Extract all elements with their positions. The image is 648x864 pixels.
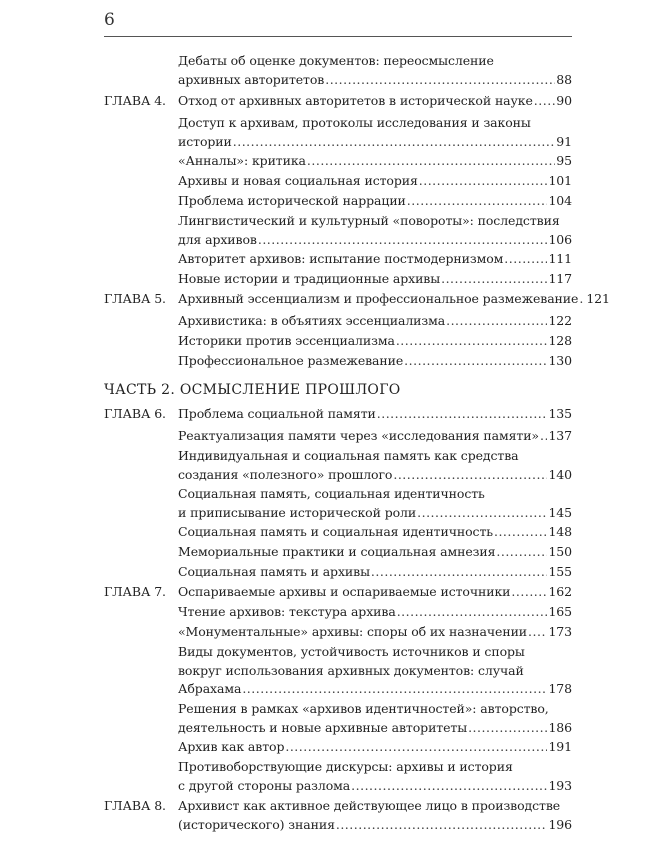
entry-title-line: Социальная память и архивы	[178, 564, 370, 579]
chapter-label: ГЛАВА 6.	[104, 406, 166, 421]
dot-leader	[504, 250, 547, 269]
toc-entry	[178, 758, 572, 795]
entry-title-line: создания «полезного» прошлого	[178, 466, 393, 482]
entry-page-number: 137	[548, 428, 572, 443]
toc-chapter-entry	[104, 290, 610, 309]
dot-leader	[371, 563, 548, 582]
entry-title-line: (исторического) знания	[178, 816, 335, 832]
entry-page-number: 155	[548, 564, 572, 579]
entry-title-line: «Монументальные» архивы: споры об их назначении	[178, 624, 528, 639]
entry-title-line: Виды документов, устойчивость источников и споры	[178, 644, 525, 659]
entry-title-line: Авторитет архивов: испытание постмодернизмом	[178, 251, 504, 266]
dot-leader	[540, 427, 547, 446]
toc-entry	[178, 312, 572, 331]
entry-page-number: 165	[548, 604, 572, 619]
toc-chapter-entry	[104, 797, 572, 834]
entry-page-number: 191	[548, 739, 572, 754]
entry-title-line: Лингвистический и культурный «повороты»: последствия	[178, 213, 560, 228]
entry-title-line: Доступ к архивам, протоколы исследования и законы	[178, 115, 531, 130]
entry-page-number: 91	[556, 133, 572, 149]
toc-chapter-entry	[104, 405, 572, 424]
chapter-label: ГЛАВА 4.	[104, 93, 166, 108]
entry-title-line: Решения в рамках «архивов идентичностей»: авторство,	[178, 701, 549, 716]
entry-title-line: с другой стороны разлома	[178, 777, 351, 793]
chapter-label: ГЛАВА 5.	[104, 291, 166, 306]
toc-entry	[178, 643, 572, 699]
toc-entry	[178, 250, 572, 269]
entry-title-line: вокруг использования архивных документов: случай	[178, 662, 524, 678]
dot-leader	[242, 680, 547, 699]
entry-title-line: Противоборствующие дискурсы: архивы и история	[178, 759, 513, 774]
toc-entry	[178, 523, 572, 542]
dot-leader	[396, 332, 548, 351]
entry-page-number: 186	[548, 719, 572, 735]
toc-entry	[178, 352, 572, 371]
entry-title-line: Абрахама	[178, 681, 242, 696]
toc-entry	[178, 332, 572, 351]
entry-title-line: Чтение архивов: текстура архива	[178, 604, 396, 619]
entry-page-number: 140	[548, 466, 572, 482]
dot-leader	[233, 133, 556, 152]
entry-page-number: 128	[548, 333, 572, 348]
chapter-label: ГЛАВА 8.	[104, 798, 166, 813]
dot-leader	[325, 71, 555, 90]
entry-title-line: и приписывание исторической роли	[178, 504, 417, 520]
entry-page-number: 173	[548, 624, 572, 639]
entry-title-line: Архивный эссенциализм и профессиональное размежевание	[178, 291, 579, 306]
entry-title-line: Мемориальные практики и социальная амнезия	[178, 544, 496, 559]
dot-leader	[285, 738, 547, 757]
toc-entry	[178, 603, 572, 622]
entry-page-number: 90	[556, 93, 572, 108]
toc-chapter-entry	[104, 583, 572, 602]
entry-title-line: Дебаты об оценке документов: переосмысление	[178, 53, 494, 68]
entry-title-line: Проблема социальной памяти	[178, 406, 376, 421]
header-rule	[104, 36, 572, 37]
entry-page-number: 106	[548, 231, 572, 247]
entry-page-number: 117	[548, 271, 572, 286]
entry-title-line: архивных авторитетов	[178, 71, 325, 87]
dot-leader	[446, 312, 547, 331]
entry-page-number: 122	[548, 313, 572, 328]
dot-leader	[534, 92, 555, 111]
toc-entry	[178, 152, 572, 171]
entry-title-line: истории	[178, 133, 232, 149]
entry-title-line: «Анналы»: критика	[178, 153, 306, 168]
toc-entry	[178, 212, 572, 249]
entry-page-number: 121	[586, 291, 610, 306]
entry-page-number: 135	[548, 406, 572, 421]
toc-entry	[178, 543, 572, 562]
dot-leader	[441, 270, 547, 289]
dot-leader	[351, 777, 547, 796]
entry-page-number: 111	[548, 251, 572, 266]
toc-entry	[178, 52, 572, 89]
dot-leader	[377, 405, 548, 424]
entry-title-line: Профессиональное размежевание	[178, 353, 404, 368]
entry-title-line: Историки против эссенциализма	[178, 333, 395, 348]
entry-page-number: 193	[548, 777, 572, 793]
dot-leader	[494, 523, 547, 542]
dot-leader	[419, 172, 548, 191]
entry-title-line: Отход от архивных авторитетов в исторической науке	[178, 93, 533, 108]
dot-leader	[336, 816, 548, 835]
entry-title-line: Новые истории и традиционные архивы	[178, 271, 441, 286]
dot-leader	[468, 719, 547, 738]
entry-title-line: Архивист как активное действующее лицо в производстве	[178, 798, 561, 813]
entry-page-number: 148	[548, 524, 572, 539]
entry-page-number: 104	[548, 193, 572, 208]
entry-page-number: 150	[548, 544, 572, 559]
toc-entry	[178, 427, 572, 446]
entry-title-line: деятельность и новые архивные авторитеты	[178, 719, 468, 735]
entry-title-line: Реактуализация памяти через «исследования памяти»	[178, 428, 539, 443]
entry-page-number: 130	[548, 353, 572, 368]
toc-entry	[178, 623, 572, 642]
dot-leader	[404, 352, 547, 371]
entry-page-number: 95	[556, 153, 572, 168]
entry-title-line: Архив как автор	[178, 739, 285, 754]
dot-leader	[528, 623, 547, 642]
dot-leader	[258, 231, 548, 250]
toc-entry	[178, 563, 572, 582]
entry-title-line: Проблема исторической наррации	[178, 193, 406, 208]
toc-entry	[178, 485, 572, 522]
entry-title-line: для архивов	[178, 231, 257, 247]
toc-entry	[178, 172, 572, 191]
toc-entry	[178, 114, 572, 151]
toc-entry	[178, 700, 572, 737]
entry-page-number: 178	[548, 681, 572, 696]
page-number: 6	[104, 10, 115, 30]
entry-page-number: 88	[556, 71, 572, 87]
entry-page-number: 162	[548, 584, 572, 599]
dot-leader	[417, 504, 547, 523]
dot-leader	[511, 583, 547, 602]
entry-title-line: Оспариваемые архивы и оспариваемые источники	[178, 584, 511, 599]
toc-entry	[178, 270, 572, 289]
chapter-label: ГЛАВА 7.	[104, 584, 166, 599]
entry-title-line: Социальная память и социальная идентичность	[178, 524, 493, 539]
dot-leader	[307, 152, 555, 171]
dot-leader	[579, 290, 585, 309]
toc-entry	[178, 738, 572, 757]
dot-leader	[407, 192, 548, 211]
entry-title-line: Архивистика: в объятиях эссенциализма	[178, 313, 446, 328]
toc-entry	[178, 447, 572, 484]
toc-chapter-entry	[104, 92, 572, 111]
dot-leader	[496, 543, 547, 562]
entry-title-line: Индивидуальная и социальная память как средства	[178, 448, 519, 463]
part-heading: ЧАСТЬ 2. ОСМЫСЛЕНИЕ ПРОШЛОГО	[104, 382, 401, 398]
dot-leader	[393, 466, 547, 485]
entry-title-line: Социальная память, социальная идентичность	[178, 486, 485, 501]
dot-leader	[397, 603, 548, 622]
entry-title-line: Архивы и новая социальная история	[178, 173, 418, 188]
toc-entry	[178, 192, 572, 211]
entry-page-number: 101	[548, 173, 572, 188]
entry-page-number: 196	[548, 816, 572, 832]
entry-page-number: 145	[548, 504, 572, 520]
